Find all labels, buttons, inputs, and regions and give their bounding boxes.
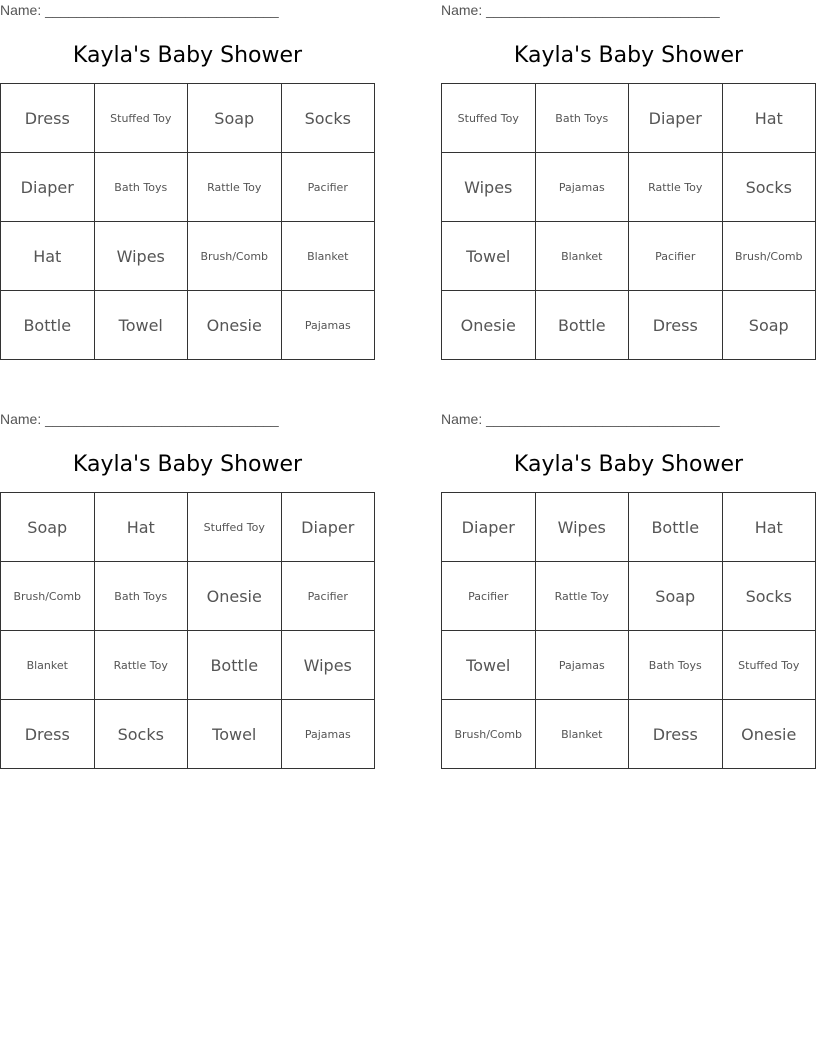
bingo-cell: Pajamas bbox=[281, 291, 375, 360]
bingo-cell: Stuffed Toy bbox=[188, 493, 282, 562]
bingo-cell: Blanket bbox=[1, 631, 95, 700]
bingo-row bbox=[1, 700, 375, 769]
bingo-cell: Hat bbox=[94, 493, 188, 562]
bingo-cell: Pajamas bbox=[281, 700, 375, 769]
bingo-row bbox=[442, 153, 816, 222]
bingo-cell: Rattle Toy bbox=[535, 562, 629, 631]
bingo-grid bbox=[441, 492, 816, 769]
bingo-cell: Socks bbox=[722, 562, 816, 631]
bingo-cell: Pacifier bbox=[281, 562, 375, 631]
bingo-cell: Hat bbox=[722, 84, 816, 153]
card-title: Kayla's Baby Shower bbox=[72, 452, 303, 477]
bingo-cell: Dress bbox=[1, 84, 95, 153]
bingo-row bbox=[442, 222, 816, 291]
bingo-cell: Dress bbox=[629, 700, 723, 769]
bingo-cell: Bath Toys bbox=[629, 631, 723, 700]
bingo-cell: Pacifier bbox=[629, 222, 723, 291]
bingo-row bbox=[442, 562, 816, 631]
bingo-cell: Wipes bbox=[442, 153, 536, 222]
bingo-cell: Pajamas bbox=[535, 153, 629, 222]
bingo-card bbox=[441, 409, 816, 744]
name-field-label: Name: ______________________________ bbox=[0, 2, 279, 18]
bingo-cell: Towel bbox=[188, 700, 282, 769]
bingo-card bbox=[0, 409, 375, 744]
bingo-cell: Pajamas bbox=[535, 631, 629, 700]
bingo-cell: Bath Toys bbox=[94, 153, 188, 222]
bingo-cell: Wipes bbox=[281, 631, 375, 700]
bingo-cell: Towel bbox=[442, 631, 536, 700]
bingo-cell: Stuffed Toy bbox=[722, 631, 816, 700]
bingo-cell: Dress bbox=[629, 291, 723, 360]
bingo-cell: Wipes bbox=[535, 493, 629, 562]
bingo-cell: Diaper bbox=[629, 84, 723, 153]
bingo-card bbox=[0, 0, 375, 335]
name-field-label: Name: ______________________________ bbox=[441, 411, 720, 427]
bingo-cell: Wipes bbox=[94, 222, 188, 291]
bingo-cell: Pacifier bbox=[281, 153, 375, 222]
bingo-cell: Blanket bbox=[281, 222, 375, 291]
bingo-cell: Rattle Toy bbox=[94, 631, 188, 700]
bingo-row bbox=[442, 631, 816, 700]
bingo-row bbox=[1, 84, 375, 153]
bingo-cell: Socks bbox=[94, 700, 188, 769]
bingo-cell: Onesie bbox=[722, 700, 816, 769]
name-field-label: Name: ______________________________ bbox=[0, 411, 279, 427]
bingo-cell: Soap bbox=[1, 493, 95, 562]
bingo-row bbox=[442, 700, 816, 769]
bingo-cell: Blanket bbox=[535, 700, 629, 769]
bingo-cell: Brush/Comb bbox=[442, 700, 536, 769]
bingo-cell: Soap bbox=[629, 562, 723, 631]
bingo-row bbox=[1, 291, 375, 360]
card-title: Kayla's Baby Shower bbox=[513, 43, 744, 68]
bingo-row bbox=[1, 153, 375, 222]
bingo-cell: Diaper bbox=[1, 153, 95, 222]
bingo-cell: Brush/Comb bbox=[1, 562, 95, 631]
bingo-grid bbox=[0, 492, 375, 769]
bingo-row bbox=[442, 84, 816, 153]
card-title: Kayla's Baby Shower bbox=[513, 452, 744, 477]
bingo-cell: Rattle Toy bbox=[629, 153, 723, 222]
bingo-grid bbox=[0, 83, 375, 360]
bingo-row bbox=[442, 291, 816, 360]
bingo-row bbox=[1, 562, 375, 631]
bingo-cell: Brush/Comb bbox=[722, 222, 816, 291]
bingo-cell: Rattle Toy bbox=[188, 153, 282, 222]
bingo-cell: Bottle bbox=[1, 291, 95, 360]
name-field-label: Name: ______________________________ bbox=[441, 2, 720, 18]
bingo-cell: Onesie bbox=[188, 562, 282, 631]
bingo-cell: Socks bbox=[722, 153, 816, 222]
bingo-cell: Brush/Comb bbox=[188, 222, 282, 291]
bingo-cell: Onesie bbox=[442, 291, 536, 360]
bingo-cell: Bath Toys bbox=[535, 84, 629, 153]
bingo-cell: Hat bbox=[1, 222, 95, 291]
bingo-cell: Stuffed Toy bbox=[94, 84, 188, 153]
bingo-cell: Pacifier bbox=[442, 562, 536, 631]
bingo-cell: Socks bbox=[281, 84, 375, 153]
bingo-cell: Soap bbox=[722, 291, 816, 360]
bingo-cell: Onesie bbox=[188, 291, 282, 360]
bingo-cell: Bottle bbox=[629, 493, 723, 562]
bingo-row bbox=[1, 493, 375, 562]
bingo-cell: Soap bbox=[188, 84, 282, 153]
bingo-cell: Blanket bbox=[535, 222, 629, 291]
bingo-cell: Bath Toys bbox=[94, 562, 188, 631]
bingo-cell: Diaper bbox=[281, 493, 375, 562]
bingo-card bbox=[441, 0, 816, 335]
bingo-cell: Towel bbox=[442, 222, 536, 291]
card-title: Kayla's Baby Shower bbox=[72, 43, 303, 68]
bingo-cell: Stuffed Toy bbox=[442, 84, 536, 153]
bingo-row bbox=[1, 222, 375, 291]
bingo-cell: Diaper bbox=[442, 493, 536, 562]
bingo-grid bbox=[441, 83, 816, 360]
bingo-cell: Bottle bbox=[188, 631, 282, 700]
bingo-cell: Dress bbox=[1, 700, 95, 769]
bingo-row bbox=[442, 493, 816, 562]
bingo-cell: Towel bbox=[94, 291, 188, 360]
bingo-cell: Bottle bbox=[535, 291, 629, 360]
bingo-cell: Hat bbox=[722, 493, 816, 562]
bingo-row bbox=[1, 631, 375, 700]
